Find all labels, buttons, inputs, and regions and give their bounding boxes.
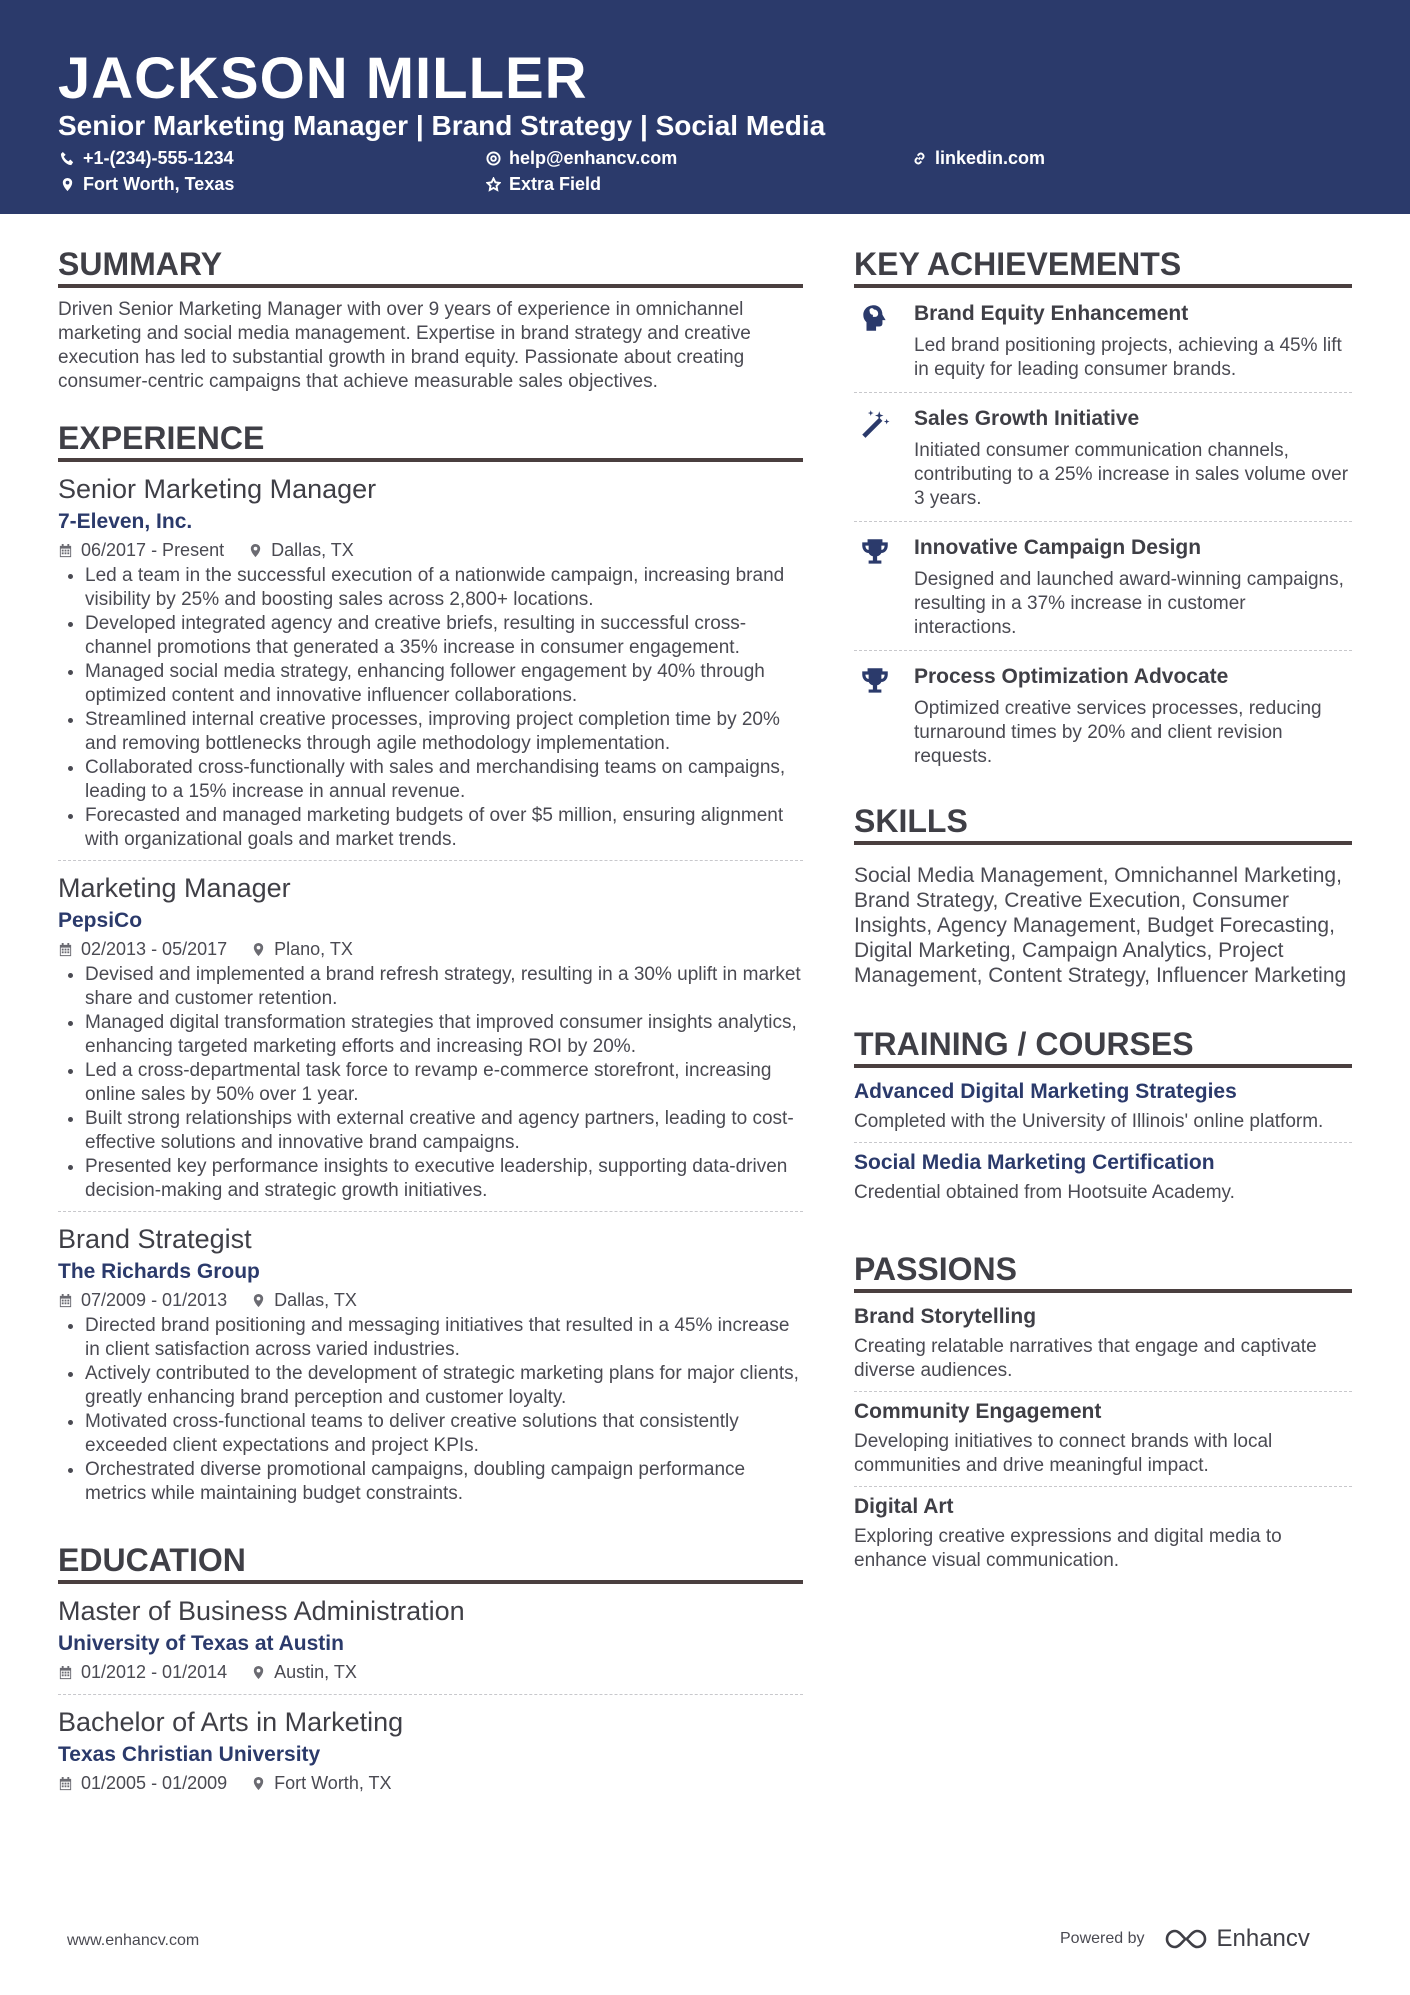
passion-desc: Developing initiatives to connect brands with local communities and drive meaningful impact. [854, 1431, 1273, 1476]
magic-wand-icon [854, 405, 896, 511]
calendar-icon [58, 543, 73, 558]
achievement-title: Brand Equity Enhancement [914, 302, 1189, 325]
training-section [854, 1024, 1352, 1213]
job-location-text: Plano, TX [274, 939, 353, 959]
job-meta [58, 1288, 803, 1312]
achievement-desc: Initiated consumer communication channels, contributing to a 25% increase in sales volume over 3 years. [914, 440, 1349, 509]
job-meta [58, 538, 803, 562]
job-location [251, 937, 353, 961]
powered-by-label: Powered by [1060, 1930, 1145, 1947]
calendar-icon [58, 1293, 73, 1308]
achievement-title: Innovative Campaign Design [914, 536, 1202, 559]
course-item [854, 1072, 1352, 1143]
summary-section [58, 244, 803, 394]
bullet-item: • Forecasted and managed marketing budgets of over $5 million, ensuring alignment with organizational goals and market trends. [85, 804, 803, 852]
trophy-icon [854, 534, 896, 640]
education-meta [58, 1660, 803, 1684]
job-location [248, 538, 354, 562]
experience-section [58, 418, 803, 1514]
summary-heading: SUMMARY [58, 244, 803, 288]
left-column [58, 244, 803, 1829]
school-name: Texas Christian University [58, 1743, 321, 1766]
education-entry [58, 1594, 803, 1695]
education-entry [58, 1705, 803, 1805]
passion-item [854, 1487, 1352, 1581]
bullet-item: • Managed digital transformation strategies that improved consumer insights analytics, enhancing targeted marketing efforts and increasing ROI by 20%. [85, 1011, 803, 1059]
education-dates [58, 1771, 227, 1795]
bullet-item: • Collaborated cross-functionally with sales and merchandising teams on campaigns, leading to a 15% increase in annual revenue. [85, 756, 803, 804]
job-dates-text: 07/2009 - 01/2013 [81, 1290, 228, 1310]
location-pin-icon [251, 1665, 266, 1680]
achievement-item [854, 522, 1352, 651]
phone-contact[interactable] [60, 146, 234, 170]
summary-text: Driven Senior Marketing Manager with over 9 years of experience in omnichannel marketing and social media management. Expertise in brand strategy and creative execution has led to substantial growth in brand equity. Passionate about creating consumer-centric campaigns that achieve measurable sales objectives. [58, 299, 751, 392]
skills-section [854, 801, 1352, 988]
achievement-desc: Designed and launched award-winning campaigns, resulting in a 37% increase in customer interactions. [914, 569, 1344, 638]
right-column [854, 244, 1352, 1605]
link-text: linkedin.com [935, 148, 1046, 168]
job-location-text: Dallas, TX [274, 1290, 357, 1310]
education-meta [58, 1771, 803, 1795]
email-text: help@enhancv.com [509, 148, 678, 168]
achievement-title: Sales Growth Initiative [914, 407, 1140, 430]
achievement-item [854, 393, 1352, 522]
location-contact [60, 172, 234, 196]
job-title: Senior Marketing Manager [58, 474, 377, 504]
experience-entry [58, 1222, 803, 1514]
company-name: 7-Eleven, Inc. [58, 510, 193, 533]
passion-item [854, 1297, 1352, 1392]
location-pin-icon [60, 177, 75, 192]
footer-website[interactable]: www.enhancv.com [67, 1932, 200, 1949]
link-icon [912, 151, 927, 166]
extra-field [486, 172, 601, 196]
experience-entry [58, 871, 803, 1212]
resume-header [0, 0, 1410, 214]
achievement-desc: Led brand positioning projects, achieving a 45% lift in equity for leading consumer brands. [914, 335, 1342, 380]
footer-branding [1060, 1925, 1310, 1953]
company-name: The Richards Group [58, 1260, 260, 1283]
degree-title: Master of Business Administration [58, 1596, 465, 1626]
achievement-title: Process Optimization Advocate [914, 665, 1229, 688]
location-pin-icon [251, 1293, 266, 1308]
calendar-icon [58, 1776, 73, 1791]
skills-text: Social Media Management, Omnichannel Marketing, Brand Strategy, Creative Execution, Consumer Insights, Agency Management, Budget Forecasting, Digital Marketing, Campaign Analytics, Project Management, Content Strategy, Influencer Marketing [854, 864, 1347, 987]
at-icon [486, 151, 501, 166]
education-location-text: Fort Worth, TX [274, 1773, 392, 1793]
bullet-item: • Built strong relationships with external creative and agency partners, leading to cost-effective solutions and innovative brand campaigns. [85, 1107, 803, 1155]
degree-title: Bachelor of Arts in Marketing [58, 1707, 404, 1737]
location-pin-icon [251, 1776, 266, 1791]
job-bullets [58, 1314, 803, 1506]
education-heading: EDUCATION [58, 1540, 803, 1584]
location-pin-icon [248, 543, 263, 558]
email-contact[interactable] [486, 146, 677, 170]
extra-field-text: Extra Field [509, 174, 602, 194]
passion-title: Brand Storytelling [854, 1305, 1037, 1328]
passion-desc: Exploring creative expressions and digital media to enhance visual communication. [854, 1526, 1282, 1571]
company-name: PepsiCo [58, 909, 143, 932]
job-title: Brand Strategist [58, 1224, 252, 1254]
calendar-icon [58, 942, 73, 957]
job-dates [58, 937, 227, 961]
bullet-item: • Presented key performance insights to executive leadership, supporting data-driven decision-making and strategic growth initiatives. [85, 1155, 803, 1203]
brand-name: Enhancv [1216, 1925, 1310, 1952]
job-meta [58, 937, 803, 961]
job-title: Marketing Manager [58, 873, 291, 903]
bullet-item: • Streamlined internal creative processes, improving project completion time by 20% and removing bottlenecks through agile methodology implementation. [85, 708, 803, 756]
location-text: Fort Worth, Texas [83, 174, 235, 194]
achievement-item [854, 288, 1352, 393]
education-dates-text: 01/2005 - 01/2009 [81, 1773, 228, 1793]
passions-heading: PASSIONS [854, 1249, 1352, 1293]
job-location-text: Dallas, TX [271, 540, 354, 560]
education-dates [58, 1660, 227, 1684]
education-section [58, 1540, 803, 1805]
education-dates-text: 01/2012 - 01/2014 [81, 1662, 228, 1682]
course-desc: Completed with the University of Illinois' online platform. [854, 1111, 1324, 1132]
course-title: Social Media Marketing Certification [854, 1151, 1215, 1174]
job-dates-text: 06/2017 - Present [81, 540, 225, 560]
experience-heading: EXPERIENCE [58, 418, 803, 462]
location-pin-icon [251, 942, 266, 957]
achievement-item [854, 651, 1352, 779]
experience-entry [58, 472, 803, 861]
skills-heading: SKILLS [854, 801, 1352, 845]
bullet-item: • Led a team in the successful execution of a nationwide campaign, increasing brand visibility by 25% and boosting sales across 2,800+ locations. [85, 564, 803, 612]
enhancv-logo[interactable] [1163, 1925, 1310, 1953]
education-location-text: Austin, TX [274, 1662, 357, 1682]
head-brain-icon [854, 300, 896, 382]
achievement-desc: Optimized creative services processes, reducing turnaround times by 20% and client revision requests. [914, 698, 1322, 767]
bullet-item: • Led a cross-departmental task force to revamp e-commerce storefront, increasing online sales by 50% over 1 year. [85, 1059, 803, 1107]
trophy-icon [854, 663, 896, 769]
star-icon [486, 177, 501, 192]
course-item [854, 1143, 1352, 1213]
passions-section [854, 1249, 1352, 1581]
bullet-item: • Developed integrated agency and creative briefs, resulting in successful cross-channel promotions that generated a 35% increase in consumer engagement. [85, 612, 803, 660]
education-location [251, 1771, 391, 1795]
achievements-section [854, 244, 1352, 779]
job-bullets [58, 564, 803, 852]
bullet-item: • Managed social media strategy, enhancing follower engagement by 40% through optimized content and innovative influencer collaborations. [85, 660, 803, 708]
job-bullets [58, 963, 803, 1203]
bullet-item: • Orchestrated diverse promotional campaigns, doubling campaign performance metrics while maintaining budget constraints. [85, 1458, 803, 1506]
infinity-logo-icon [1163, 1927, 1209, 1951]
passion-title: Community Engagement [854, 1400, 1102, 1423]
phone-text: +1-(234)-555-1234 [83, 148, 234, 168]
passion-desc: Creating relatable narratives that engage and captivate diverse audiences. [854, 1336, 1317, 1381]
candidate-name: JACKSON MILLER [58, 46, 588, 111]
bullet-item: • Motivated cross-functional teams to deliver creative solutions that consistently exceeded client expectations and project KPIs. [85, 1410, 803, 1458]
course-desc: Credential obtained from Hootsuite Academy. [854, 1182, 1235, 1203]
bullet-item: • Directed brand positioning and messaging initiatives that resulted in a 45% increase in client satisfaction across varied industries. [85, 1314, 803, 1362]
phone-icon [60, 151, 75, 166]
job-location [251, 1288, 357, 1312]
bullet-item: • Devised and implemented a brand refresh strategy, resulting in a 30% uplift in market share and customer retention. [85, 963, 803, 1011]
bullet-item: • Actively contributed to the development of strategic marketing plans for major clients, greatly enhancing brand perception and customer loyalty. [85, 1362, 803, 1410]
job-dates [58, 538, 224, 562]
education-location [251, 1660, 357, 1684]
job-dates-text: 02/2013 - 05/2017 [81, 939, 228, 959]
headline: Senior Marketing Manager | Brand Strategy | Social Media [58, 110, 826, 141]
school-name: University of Texas at Austin [58, 1632, 344, 1655]
passion-item [854, 1392, 1352, 1487]
training-heading: TRAINING / COURSES [854, 1024, 1352, 1068]
passion-title: Digital Art [854, 1495, 954, 1518]
calendar-icon [58, 1665, 73, 1680]
course-title: Advanced Digital Marketing Strategies [854, 1080, 1237, 1103]
link-contact[interactable] [912, 146, 1045, 170]
job-dates [58, 1288, 227, 1312]
achievements-heading: KEY ACHIEVEMENTS [854, 244, 1352, 288]
